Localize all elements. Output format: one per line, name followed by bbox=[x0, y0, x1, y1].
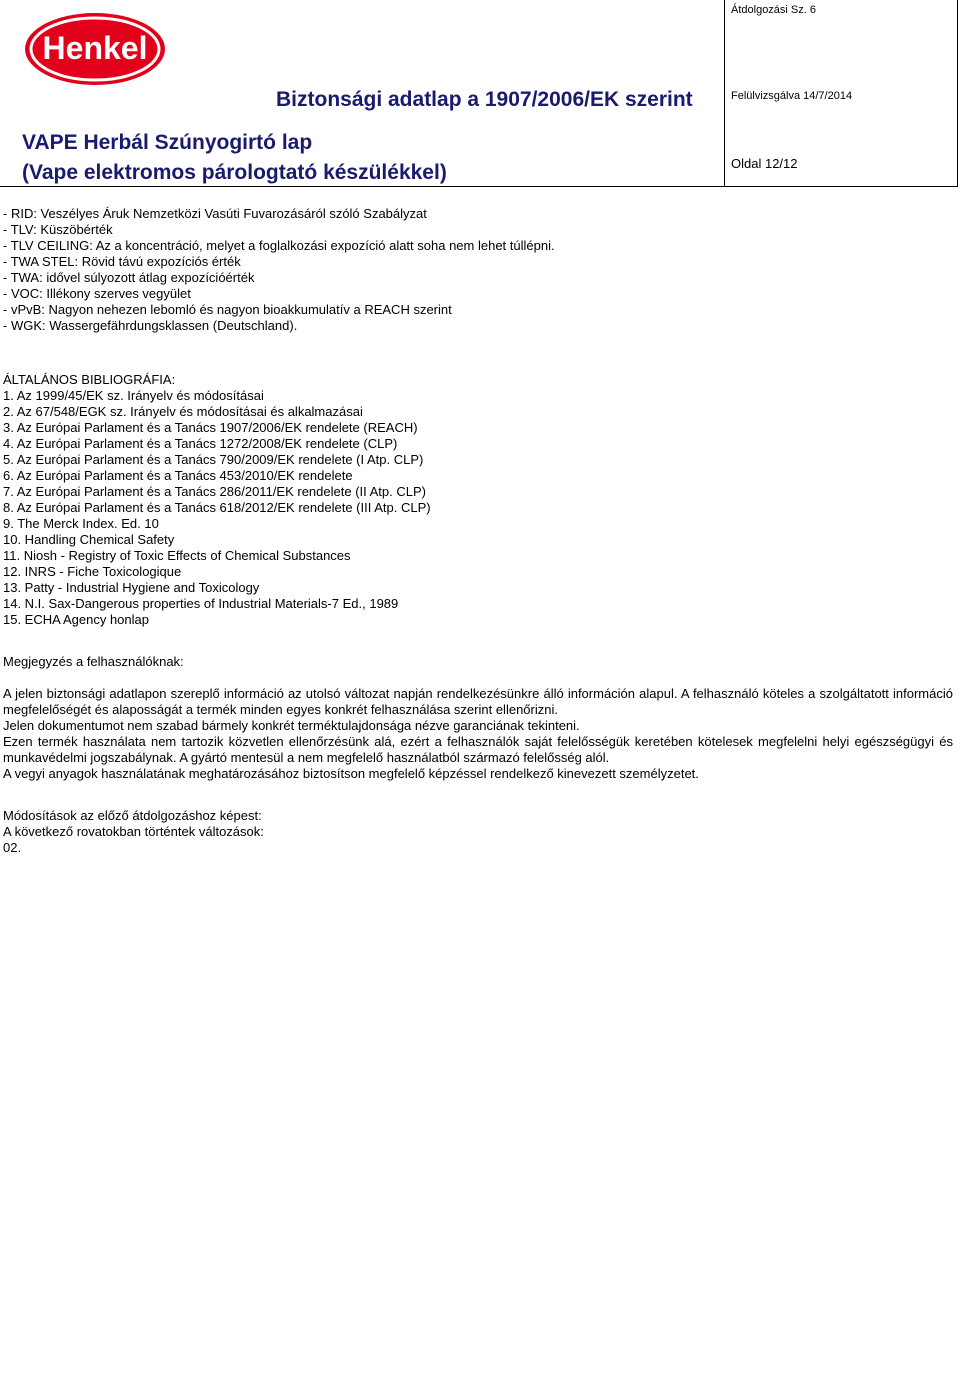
bibliography-item: 5. Az Európai Parlament és a Tanács 790/2009/EK rendelete (I Atp. CLP) bbox=[3, 452, 424, 467]
document-header bbox=[0, 0, 960, 188]
revision-label: Átdolgozási Sz. 6 bbox=[731, 4, 816, 16]
changes-heading: Módosítások az előző átdolgozáshoz képest: bbox=[3, 808, 262, 823]
bibliography-item: 13. Patty - Industrial Hygiene and Toxicology bbox=[3, 580, 260, 595]
review-date: Felülvizsgálva 14/7/2014 bbox=[731, 90, 853, 102]
user-notes-section bbox=[3, 654, 953, 782]
notes-paragraph: Ezen termék használata nem tartozik közvetlen ellenőrzésünk alá, ezért a felhasználók saját felelősségük keretében kötelesek megfelelni helyi egészségügyi és munkavédelmi jogszabálynak. A gyártó mentesül a nem megfelelő használatból származó felelősség alól. bbox=[3, 734, 953, 765]
bibliography-item: 1. Az 1999/45/EK sz. Irányelv és módosításai bbox=[3, 388, 264, 403]
bibliography-item: 7. Az Európai Parlament és a Tanács 286/2011/EK rendelete (II Atp. CLP) bbox=[3, 484, 426, 499]
bibliography-item: 14. N.I. Sax-Dangerous properties of Industrial Materials-7 Ed., 1989 bbox=[3, 596, 399, 611]
bibliography-item: 12. INRS - Fiche Toxicologique bbox=[3, 564, 182, 579]
product-name bbox=[22, 128, 447, 188]
changes-section bbox=[3, 808, 953, 856]
document-body bbox=[3, 206, 953, 856]
abbreviations-list bbox=[3, 206, 953, 334]
changes-intro: A következő rovatokban történtek változások: bbox=[3, 824, 264, 839]
abbreviation-item: - WGK: Wassergefährdungsklassen (Deutschland). bbox=[3, 318, 298, 333]
document-title: Biztonsági adatlap a 1907/2006/EK szerint bbox=[276, 88, 693, 111]
abbreviation-item: - TWA: idővel súlyozott átlag expozícióérték bbox=[3, 270, 255, 285]
abbreviation-item: - vPvB: Nagyon nehezen lebomló és nagyon bioakkumulatív a REACH szerint bbox=[3, 302, 452, 317]
abbreviation-item: - VOC: Illékony szerves vegyület bbox=[3, 286, 191, 301]
bibliography-item: 2. Az 67/548/EGK sz. Irányelv és módosításai és alkalmazásai bbox=[3, 404, 363, 419]
bibliography-item: 11. Niosh - Registry of Toxic Effects of Chemical Substances bbox=[3, 548, 351, 563]
product-name-line-1: VAPE Herbál Szúnyogirtó lap bbox=[22, 131, 313, 154]
bibliography-item: 15. ECHA Agency honlap bbox=[3, 612, 149, 627]
bibliography-section bbox=[3, 372, 953, 628]
bibliography-item: 9. The Merck Index. Ed. 10 bbox=[3, 516, 159, 531]
notes-paragraph: A vegyi anyagok használatának meghatározásához biztosítson megfelelő képzéssel rendelkező kinevezett személyzetet. bbox=[3, 766, 699, 781]
abbreviation-item: - RID: Veszélyes Áruk Nemzetközi Vasúti Fuvarozásáról szóló Szabályzat bbox=[3, 206, 427, 221]
bibliography-item: 10. Handling Chemical Safety bbox=[3, 532, 175, 547]
page-number: Oldal 12/12 bbox=[731, 156, 798, 171]
changed-sections: 02. bbox=[3, 840, 22, 855]
product-name-line-2: (Vape elektromos párologtató készülékkel) bbox=[22, 161, 447, 184]
bibliography-item: 4. Az Európai Parlament és a Tanács 1272/2008/EK rendelete (CLP) bbox=[3, 436, 398, 451]
abbreviation-item: - TWA STEL: Rövid távú expozíciós érték bbox=[3, 254, 241, 269]
notes-paragraph: A jelen biztonsági adatlapon szereplő információ az utolsó változat napján rendelkezésünkre álló információn alapul. A felhasználó köteles a szolgáltatott információ megfelelőségét és alaposságát a termék minden egyes konkrét felhasználása szerint ellenőrizni. bbox=[3, 686, 953, 717]
bibliography-item: 6. Az Európai Parlament és a Tanács 453/2010/EK rendelete bbox=[3, 468, 353, 483]
bibliography-item: 3. Az Európai Parlament és a Tanács 1907/2006/EK rendelete (REACH) bbox=[3, 420, 418, 435]
bibliography-heading: ÁLTALÁNOS BIBLIOGRÁFIA: bbox=[3, 372, 176, 387]
abbreviation-item: - TLV: Küszöbérték bbox=[3, 222, 113, 237]
bibliography-item: 8. Az Európai Parlament és a Tanács 618/2012/EK rendelete (III Atp. CLP) bbox=[3, 500, 431, 515]
notes-heading: Megjegyzés a felhasználóknak: bbox=[3, 654, 184, 669]
notes-paragraph: Jelen dokumentumot nem szabad bármely konkrét terméktulajdonsága nézve garanciának tekinteni. bbox=[3, 718, 580, 733]
abbreviation-item: - TLV CEILING: Az a koncentráció, melyet a foglalkozási expozíció alatt soha nem lehet túllépni. bbox=[3, 238, 555, 253]
henkel-logo bbox=[22, 10, 168, 88]
logo-text: Henkel bbox=[42, 30, 148, 66]
